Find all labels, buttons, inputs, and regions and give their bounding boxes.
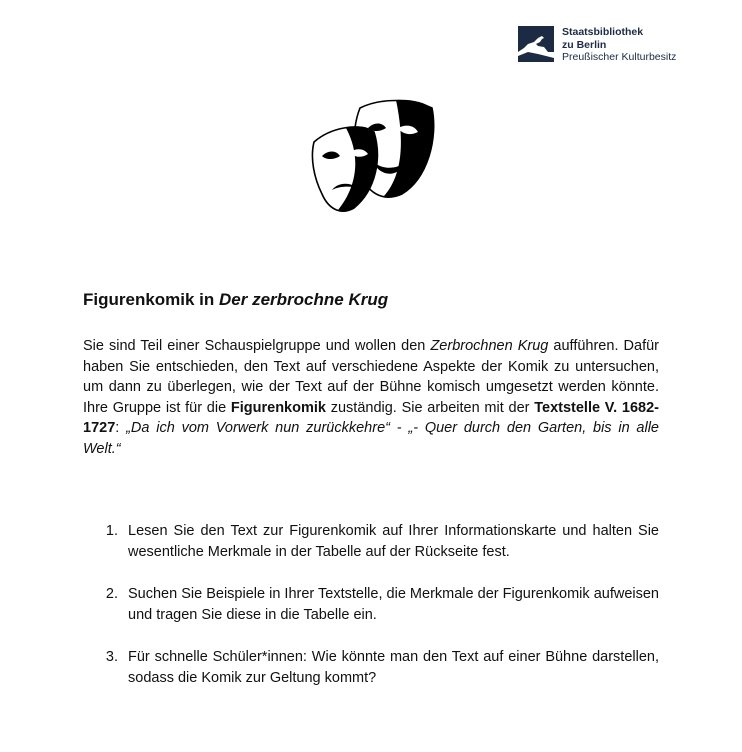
task-text: Suchen Sie Beispiele in Ihrer Textstelle, die Merkmale der Figurenkomik aufweisen und tragen Sie diese in die Tabelle ein.	[128, 586, 659, 623]
intro-work-name: Zerbrochnen Krug	[430, 338, 549, 354]
task-number: 2.	[105, 586, 118, 602]
task-number: 1.	[105, 523, 118, 539]
page-title: Figurenkomik in Der zerbrochne Krug	[83, 290, 389, 309]
task-list	[83, 521, 659, 710]
library-logo	[518, 26, 676, 64]
title-work-name: Der zerbrochne Krug	[219, 290, 389, 309]
theater-masks-icon	[310, 98, 436, 216]
logo-line-1: Staatsbibliothek	[562, 26, 644, 38]
logo-line-2: zu Berlin	[562, 38, 607, 51]
intro-quote: „Da ich vom Vorwerk nun zurückkehre“ - „- Quer durch den Garten, bis in alle Welt.“	[83, 420, 659, 457]
intro-focus: Figurenkomik	[230, 399, 326, 416]
eagle-logo-icon	[518, 26, 554, 62]
task-text: Lesen Sie den Text zur Figurenkomik auf Ihrer Informationskarte und halten Sie wesentliche Merkmale in der Tabelle auf der Rückseite fest.	[128, 523, 659, 560]
list-item	[83, 584, 659, 626]
task-text: Für schnelle Schüler*innen: Wie könnte man den Text auf einer Bühne darstellen, sodass die Komik zur Geltung kommt?	[128, 649, 659, 686]
intro-paragraph: Sie sind Teil einer Schauspielgruppe und wollen den Zerbrochnen Krug aufführen. Dafür haben Sie entschieden, den Text auf verschiedene Aspekte der Komik zu untersuchen, um dann zu überlegen, wie der Text auf der Bühne komisch umgesetzt werden könnte. Ihre Gruppe ist für die Figurenkomik zuständig. Sie arbeiten mit der Textstelle V. 1682-1727: „Da ich vom Vorwerk nun zurückkehre“ - „- Quer durch den Garten, bis in alle Welt.“	[83, 338, 660, 457]
intro-passage: Textstelle V. 1682-1727	[83, 399, 660, 436]
logo-line-3: Preußischer Kulturbesitz	[562, 51, 677, 63]
task-number: 3.	[105, 649, 118, 665]
list-item	[83, 647, 659, 689]
list-item	[83, 521, 659, 563]
